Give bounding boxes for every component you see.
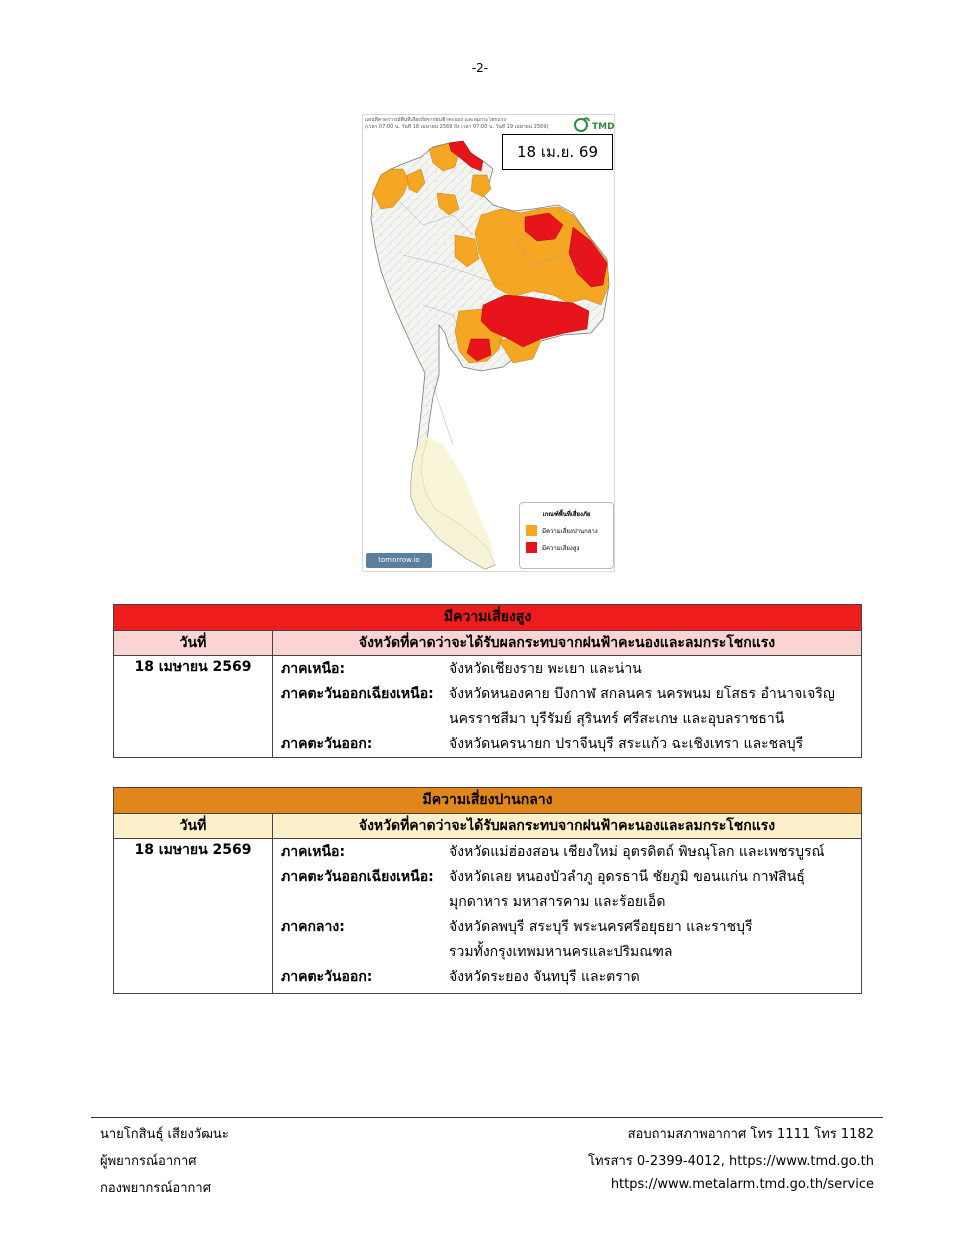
region-row-continued (273, 940, 861, 965)
forecaster-name: นายโกสินธุ์ เสียงวัฒนะ (100, 1127, 229, 1142)
region-name: ภาคเหนือ: (281, 844, 346, 860)
region-row (273, 840, 861, 865)
region-name: ภาคตะวันออก: (281, 969, 373, 985)
region-row (273, 657, 861, 682)
region-list (273, 839, 862, 994)
region-provinces: จังหวัดเชียงราย พะเยา และน่าน (449, 661, 642, 677)
region-provinces: จังหวัดหนองคาย บึงกาฬ สกลนคร นครพนม ยโสธร อำนาจเจริญ (449, 686, 835, 702)
map-header-line: แผนที่คาดการณ์พื้นที่เสี่ยงภัยจากฝนฟ้าคะนอง และลมกระโชกแรง (365, 117, 506, 123)
region-name: ภาคกลาง: (281, 919, 345, 935)
region-name: ภาคตะวันออก: (281, 736, 373, 752)
forecaster-title: ผู้พยากรณ์อากาศ (100, 1154, 197, 1169)
contact-fax-website: โทรสาร 0-2399-4012, https://www.tmd.go.th (588, 1154, 874, 1169)
region-row (273, 865, 861, 890)
high-risk-title: มีความเสี่ยงสูง (114, 605, 862, 631)
medium-risk-title: มีความเสี่ยงปานกลาง (114, 788, 862, 814)
region-row-continued (273, 890, 861, 915)
region-row (273, 732, 861, 757)
region-row-continued (273, 707, 861, 732)
region-row (273, 682, 861, 707)
region-provinces: มุกดาหาร มหาสารคาม และร้อยเอ็ด (449, 894, 666, 910)
legend-label: มีความเสี่ยงปานกลาง (542, 527, 598, 535)
region-provinces: นครราชสีมา บุรีรัมย์ สุรินทร์ ศรีสะเกษ และอุบลราชธานี (449, 711, 785, 727)
logo-text: TMD (592, 122, 615, 132)
region-name: ภาคเหนือ: (281, 661, 346, 677)
region-provinces: จังหวัดนครนายก ปราจีนบุรี สระแก้ว ฉะเชิงเทรา และชลบุรี (449, 736, 804, 752)
col-header-date: วันที่ (114, 631, 273, 656)
high-risk-table (113, 604, 862, 758)
contact-phone: สอบถามสภาพอากาศ โทร 1111 โทร 1182 (627, 1127, 874, 1142)
region-list (273, 656, 862, 758)
region-name: ภาคตะวันออกเฉียงเหนือ: (281, 686, 434, 702)
medium-risk-table (113, 787, 862, 994)
legend-swatch-high (526, 542, 537, 553)
map-header (365, 117, 570, 131)
row-date: 18 เมษายน 2569 (114, 656, 273, 758)
region-provinces: จังหวัดเลย หนองบัวลำภู อุดรธานี ชัยภูมิ ขอนแก่น กาฬสินธุ์ (449, 869, 805, 885)
row-date: 18 เมษายน 2569 (114, 839, 273, 994)
legend-item (526, 542, 613, 553)
region-name: ภาคตะวันออกเฉียงเหนือ: (281, 869, 434, 885)
tmd-logo-icon (572, 116, 616, 134)
region-provinces: จังหวัดลพบุรี สระบุรี พระนครศรีอยุธยา และราชบุรี (449, 919, 753, 935)
legend-item (526, 525, 613, 536)
region-row (273, 965, 861, 990)
region-provinces: รวมทั้งกรุงเทพมหานครและปริมณฑล (449, 944, 673, 960)
col-header-province: จังหวัดที่คาดว่าจะได้รับผลกระทบจากฝนฟ้าคะนองและลมกระโชกแรง (273, 631, 862, 656)
page-number: -2- (471, 61, 489, 75)
region-provinces: จังหวัดแม่ฮ่องสอน เชียงใหม่ อุตรดิตถ์ พิษณุโลก และเพชรบูรณ์ (449, 844, 825, 860)
footer-divider (91, 1117, 883, 1118)
col-header-date: วันที่ (114, 814, 273, 839)
map-date-label: 18 เม.ย. 69 (502, 134, 613, 170)
legend-swatch-medium (526, 525, 537, 536)
legend-label: มีความเสี่ยงสูง (542, 544, 580, 552)
map-south-region (411, 435, 495, 569)
col-header-province: จังหวัดที่คาดว่าจะได้รับผลกระทบจากฝนฟ้าคะนองและลมกระโชกแรง (273, 814, 862, 839)
legend-title: เกณฑ์พื้นที่เสี่ยงภัย (542, 511, 591, 518)
map-header-line: (เวลา 07:00 น. วันที่ 18 เมษายน 2569 ถึง เวลา 07:00 น. วันที่ 19 เมษายน 2569) (365, 124, 549, 130)
region-provinces: จังหวัดระยอง จันทบุรี และตราด (449, 969, 640, 985)
tomorrow-io-badge: tomorrow.io (366, 553, 432, 568)
map-legend (519, 502, 614, 569)
region-row (273, 915, 861, 940)
metalarm-link[interactable]: https://www.metalarm.tmd.go.th/service (610, 1177, 874, 1192)
forecaster-division: กองพยากรณ์อากาศ (100, 1181, 211, 1196)
